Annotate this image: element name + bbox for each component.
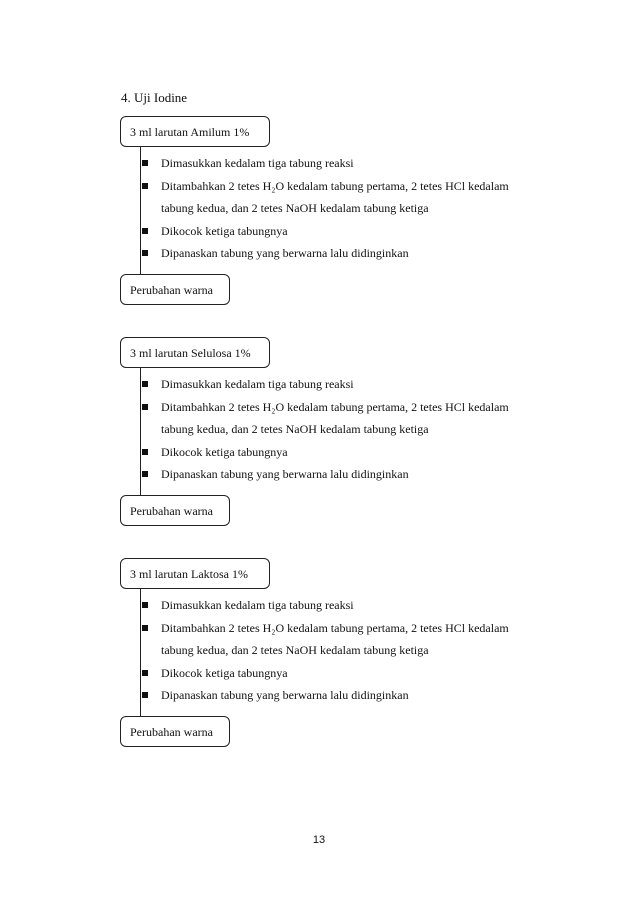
step-list xyxy=(140,373,509,486)
step-item: Dikocok ketiga tabungnya xyxy=(140,441,509,464)
bullet-icon xyxy=(142,692,148,698)
bullet-icon xyxy=(142,670,148,676)
step-continuation: tabung kedua, dan 2 tetes NaOH kedalam tabung ketiga xyxy=(161,201,429,215)
step-item: Ditambahkan 2 tetes H₂O kedalam tabung pertama, 2 tetes HCl kedalam xyxy=(140,396,509,419)
bullet-icon xyxy=(142,250,148,256)
bullet-icon xyxy=(142,625,148,631)
end-box: Perubahan warna xyxy=(120,274,230,305)
step-item: Ditambahkan 2 tetes H₂O kedalam tabung pertama, 2 tetes HCl kedalam xyxy=(140,175,509,198)
step-list xyxy=(140,152,509,265)
step-continuation: tabung kedua, dan 2 tetes NaOH kedalam tabung ketiga xyxy=(161,643,429,657)
bullet-icon xyxy=(142,183,148,189)
page-number: 13 xyxy=(312,834,326,846)
start-box: 3 ml larutan Selulosa 1% xyxy=(120,337,270,368)
step-list xyxy=(140,594,509,707)
step-item: Dipanaskan tabung yang berwarna lalu didinginkan xyxy=(140,463,509,486)
bullet-icon xyxy=(142,160,148,166)
start-box: 3 ml larutan Laktosa 1% xyxy=(120,558,270,589)
bullet-icon xyxy=(142,228,148,234)
step-item: Dipanaskan tabung yang berwarna lalu didinginkan xyxy=(140,684,509,707)
flowchart-amilum xyxy=(120,116,590,308)
section-heading: 4. Uji Iodine xyxy=(121,90,188,105)
bullet-icon xyxy=(142,602,148,608)
bullet-icon xyxy=(142,449,148,455)
step-continuation: tabung kedua, dan 2 tetes NaOH kedalam tabung ketiga xyxy=(161,422,429,436)
bullet-icon xyxy=(142,404,148,410)
step-item: Dimasukkan kedalam tiga tabung reaksi xyxy=(140,594,509,617)
start-box: 3 ml larutan Amilum 1% xyxy=(120,116,270,147)
step-item: Dikocok ketiga tabungnya xyxy=(140,220,509,243)
end-box: Perubahan warna xyxy=(120,716,230,747)
bullet-icon xyxy=(142,471,148,477)
step-item: Dimasukkan kedalam tiga tabung reaksi xyxy=(140,152,509,175)
step-item: Dikocok ketiga tabungnya xyxy=(140,662,509,685)
flowchart-selulosa xyxy=(120,337,590,529)
bullet-icon xyxy=(142,381,148,387)
step-item: Dipanaskan tabung yang berwarna lalu didinginkan xyxy=(140,242,509,265)
step-item: Dimasukkan kedalam tiga tabung reaksi xyxy=(140,373,509,396)
flowchart-laktosa xyxy=(120,558,590,750)
step-item: Ditambahkan 2 tetes H₂O kedalam tabung pertama, 2 tetes HCl kedalam xyxy=(140,617,509,640)
end-box: Perubahan warna xyxy=(120,495,230,526)
